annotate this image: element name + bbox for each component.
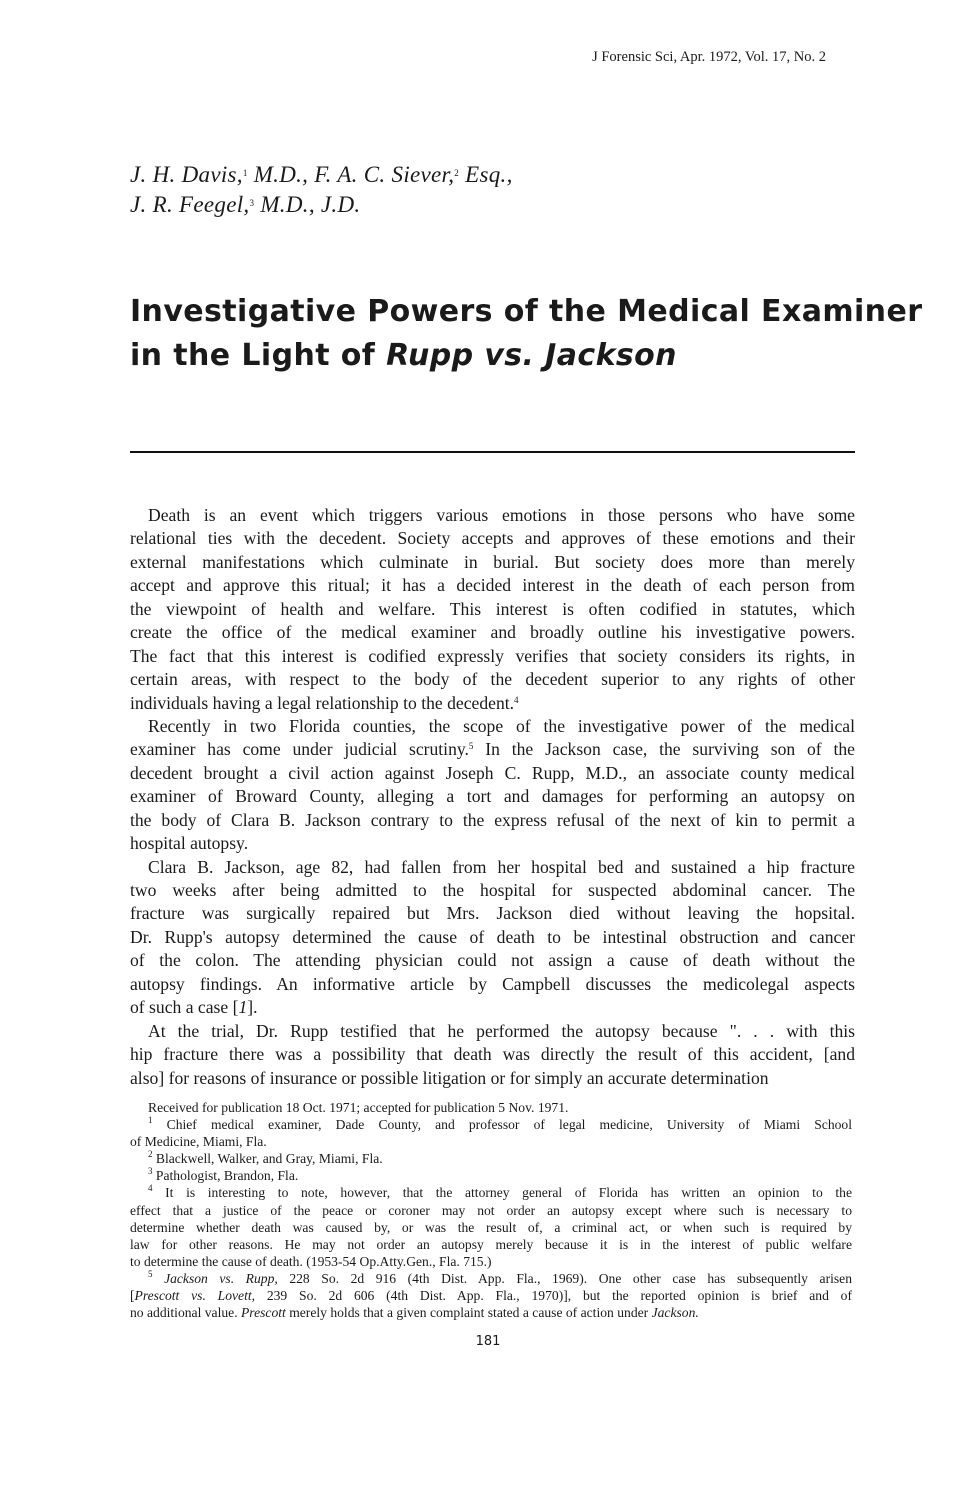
- text-run: of such a case [: [130, 997, 239, 1018]
- text-run: external manifestations which culminate in burial. But society does more than merely: [130, 551, 855, 572]
- italic-text: 1: [238, 997, 248, 1018]
- text-run: [153, 1271, 165, 1286]
- text-run: effect that a justice of the peace or coroner may not order an autopsy except where such is necessary to: [130, 1202, 852, 1218]
- footnote-marker: 1: [242, 168, 248, 178]
- footnote-marker: 5: [468, 741, 474, 752]
- text-run: examiner of Broward County, alleging a tort and damages for performing an autopsy on: [130, 786, 855, 807]
- text-run: autopsy findings. An informative article by Campbell discusses the medicolegal aspects: [130, 973, 855, 994]
- text-run: to determine the cause of death. (1953-54 Op.Atty.Gen., Fla. 715.): [130, 1253, 492, 1269]
- text-run: create the office of the medical examiner and broadly outline his investigative powers.: [130, 622, 855, 643]
- title-line: [130, 334, 922, 378]
- text-line: [130, 926, 855, 949]
- text-run: in the Light of: [130, 338, 387, 373]
- text-run: accept and approve this ritual; it has a decided interest in the death of each person from: [130, 575, 855, 596]
- text-run: two weeks after being admitted to the hospital for suspected abdominal cancer. The: [130, 880, 855, 900]
- text-line: [130, 949, 855, 972]
- text-line: [130, 1304, 852, 1321]
- text-line: [130, 973, 855, 996]
- footnote: [130, 1116, 852, 1150]
- text-line: [130, 1270, 852, 1287]
- text-run: In the Jackson case, the surviving son of the: [473, 739, 855, 760]
- text-line: [130, 1167, 852, 1184]
- text-line: [130, 574, 855, 597]
- footnote-marker: 4: [148, 1183, 153, 1194]
- text-run: law for other reasons. He may not order an autopsy merely because it is in the interest of public welfare: [130, 1236, 852, 1252]
- text-run: At the trial, Dr. Rupp testified that he performed the autopsy because ". . . with this: [148, 1020, 855, 1041]
- text-run: hip fracture there was a possibility that death was directly the result of this accident, [and: [130, 1044, 855, 1065]
- page-number: 181: [475, 1334, 501, 1349]
- text-run: the body of Clara B. Jackson contrary to the express refusal of the next of kin to permit a: [130, 809, 855, 830]
- text-line: [130, 715, 855, 738]
- text-line: [130, 1067, 855, 1090]
- running-header: J Forensic Sci, Apr. 1972, Vol. 17, No. 2: [592, 49, 826, 65]
- text-line: [130, 1219, 852, 1236]
- text-run: hospital autopsy.: [130, 833, 249, 854]
- text-line: [130, 1116, 852, 1133]
- footnote-marker: 1: [148, 1115, 153, 1126]
- article-body: [130, 504, 855, 1090]
- text-run: Blackwell, Walker, and Gray, Miami, Fla.: [152, 1151, 383, 1167]
- text-run: the viewpoint of health and welfare. This interest is often codified in statutes, which: [130, 598, 855, 619]
- text-run: fracture was surgically repaired but Mrs. Jackson died without leaving the hopsital.: [130, 903, 855, 924]
- text-line: [130, 1287, 852, 1304]
- text-line: [130, 692, 855, 715]
- article-title: [130, 290, 922, 378]
- text-line: [130, 527, 855, 550]
- italic-text: Prescott vs. Lovett,: [134, 1288, 256, 1304]
- footnote-marker: 3: [148, 1166, 153, 1177]
- text-run: J. H. Davis,: [130, 162, 243, 187]
- text-line: [130, 621, 855, 644]
- text-line: [130, 856, 855, 879]
- text-run: determine whether death was caused by, or was the result of, a criminal act, or when such is required by: [130, 1219, 852, 1235]
- text-line: [130, 1133, 852, 1150]
- author-list: [130, 160, 513, 220]
- text-run: Esq.,: [459, 162, 513, 187]
- footnote: [130, 1099, 852, 1116]
- paragraph: [130, 504, 855, 715]
- text-line: [130, 1043, 855, 1066]
- footnote-marker: 4: [514, 694, 519, 705]
- footnote: [130, 1167, 852, 1184]
- text-run: [: [130, 1288, 135, 1304]
- footnote-marker: 2: [454, 168, 460, 178]
- text-run: also] for reasons of insurance or possible litigation or for simply an accurate determination: [130, 1067, 769, 1088]
- footnote: [130, 1270, 852, 1321]
- text-line: [130, 645, 855, 668]
- text-run: It is interesting to note, however, that the attorney general of Florida has written an opinion to the: [152, 1185, 852, 1201]
- paragraph: [130, 715, 855, 856]
- text-run: 239 So. 2d 606 (4th Dist. App. Fla., 1970)], but the reported opinion is brief and of: [255, 1288, 852, 1304]
- text-run: Pathologist, Brandon, Fla.: [152, 1168, 299, 1184]
- text-line: [130, 1184, 852, 1201]
- text-line: [130, 738, 855, 761]
- author-line: [130, 160, 513, 190]
- text-run: examiner has come under judicial scrutiny.: [130, 739, 469, 760]
- text-line: [130, 832, 855, 855]
- text-line: [130, 902, 855, 925]
- text-line: [130, 879, 855, 902]
- italic-text: Prescott: [241, 1305, 286, 1321]
- paragraph: [130, 1020, 855, 1090]
- footnotes: [130, 1099, 852, 1321]
- title-line: [130, 290, 922, 334]
- text-run: individuals having a legal relationship to the decedent.: [130, 692, 515, 713]
- text-run: Dr. Rupp's autopsy determined the cause of death to be intestinal obstruction and cancer: [130, 926, 855, 947]
- paragraph: [130, 856, 855, 1020]
- italic-text: Jackson vs. Rupp,: [164, 1270, 278, 1286]
- text-line: [130, 551, 855, 574]
- text-run: Clara B. Jackson, age 82, had fallen from her hospital bed and sustained a hip fracture: [148, 856, 855, 877]
- text-run: of Medicine, Miami, Fla.: [130, 1134, 267, 1150]
- text-run: merely holds that a given complaint stated a cause of action under: [285, 1305, 652, 1321]
- italic-text: Rupp vs. Jackson: [386, 338, 677, 373]
- text-line: [130, 996, 855, 1019]
- text-line: [130, 762, 855, 785]
- text-run: of the colon. The attending physician could not assign a cause of death without the: [130, 950, 855, 971]
- text-line: [130, 1236, 852, 1253]
- text-run: Received for publication 18 Oct. 1971; accepted for publication 5 Nov. 1971.: [148, 1100, 569, 1115]
- text-run: Chief medical examiner, Dade County, and professor of legal medicine, University of Miami School: [152, 1117, 852, 1133]
- text-run: Investigative Powers of the Medical Examiner: [130, 294, 923, 329]
- text-line: [130, 1020, 855, 1043]
- text-line: [130, 785, 855, 808]
- footnote: [130, 1150, 852, 1167]
- text-line: [130, 809, 855, 832]
- footnote-marker: 3: [249, 198, 255, 208]
- text-line: [130, 504, 855, 527]
- text-run: relational ties with the decedent. Society accepts and approves of these emotions and their: [130, 528, 855, 549]
- text-line: [130, 598, 855, 621]
- footnote-marker: 2: [148, 1149, 153, 1160]
- footnote-marker: 5: [148, 1268, 153, 1279]
- text-run: certain areas, with respect to the body of the decedent superior to any rights of other: [130, 669, 855, 690]
- text-line: [130, 1150, 852, 1167]
- text-line: [130, 1253, 852, 1270]
- text-run: 228 So. 2d 916 (4th Dist. App. Fla., 1969). One other case has subsequently arisen: [277, 1270, 852, 1286]
- text-run: J. R. Feegel,: [130, 192, 250, 217]
- author-line: [130, 190, 513, 220]
- footnote: [130, 1184, 852, 1269]
- text-run: ].: [247, 997, 258, 1018]
- text-run: M.D., F. A. C. Siever,: [247, 162, 455, 187]
- title-divider: [130, 451, 855, 453]
- text-run: The fact that this interest is codified expressly verifies that society considers its rights, in: [130, 645, 855, 666]
- text-line: [130, 1202, 852, 1219]
- text-run: Death is an event which triggers various emotions in those persons who have some: [148, 505, 855, 525]
- text-line: [130, 668, 855, 691]
- text-run: Recently in two Florida counties, the scope of the investigative power of the medical: [148, 715, 855, 736]
- text-run: M.D., J.D.: [254, 192, 361, 217]
- italic-text: Jackson.: [651, 1305, 699, 1321]
- text-run: no additional value.: [130, 1305, 241, 1321]
- text-line: [130, 1099, 852, 1116]
- text-run: decedent brought a civil action against Joseph C. Rupp, M.D., an associate county medical: [130, 762, 855, 783]
